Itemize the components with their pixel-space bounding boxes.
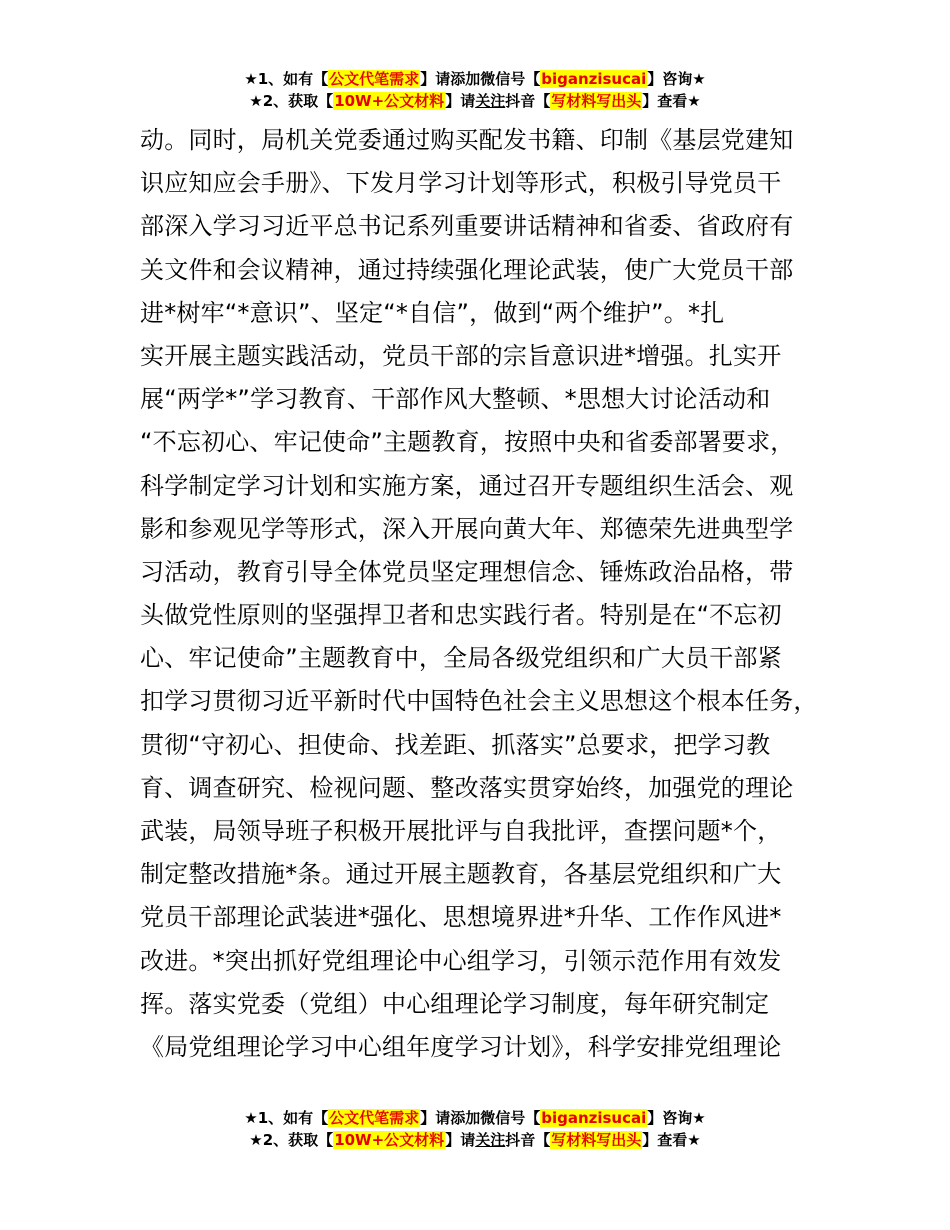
body-line: 实开展主题实践活动，党员干部的宗旨意识进*增强。扎实开 [140,341,782,370]
body-line: 心、牢记使命”主题教育中，全局各级党组织和广大员干部紧 [140,644,782,673]
header-line2-highlight-materials: 10W+公文材料 [334,92,445,110]
body-line: 影和参观见学等形式，深入开展向黄大年、郑德荣先进典型学 [140,514,794,543]
header-line2-suffix: 】查看★ [642,92,701,110]
body-line: 进*树牢“*意识”、坚定“*自信”，做到“两个维护”。*扎 [140,298,725,327]
body-line: 科学制定学习计划和实施方案，通过召开专题组织生活会、观 [140,471,794,500]
body-line: 展“两学*”学习教育、干部作风大整顿、*思想大讨论活动和 [140,385,771,414]
header-line2-highlight-account: 写材料写出头 [551,92,642,110]
body-line: 武装，局领导班子积极开展批评与自我批评，查摆问题*个， [140,817,782,845]
header-line1-middle: 】请添加微信号【 [420,70,541,88]
body-line: 《局党组理论学习中心组年度学习计划》，科学安排党组理论 [140,1032,782,1061]
header-banner [0,68,950,112]
header-banner-line-1 [0,68,950,90]
footer-line2-prefix: ★2、获取【 [249,1131,334,1149]
header-line2-follow-text: 关注 [475,92,506,110]
footer-line2-highlight-account: 写材料写出头 [551,1131,642,1149]
footer-line1-suffix: 】咨询★ [647,1109,706,1127]
header-line1-highlight-wechat-id: biganzisucai [541,70,647,88]
footer-line2-highlight-materials: 10W+公文材料 [334,1131,445,1149]
footer-line2-suffix: 】查看★ [642,1131,701,1149]
body-line: 制定整改措施*条。通过开展主题教育，各基层党组织和广大 [140,860,782,889]
body-line: 习活动，教育引导全体党员坚定理想信念、锤炼政治品格，带 [140,557,794,586]
body-line: 贯彻“守初心、担使命、找差距、抓落实”总要求，把学习教 [140,730,771,759]
header-line1-suffix: 】咨询★ [647,70,706,88]
footer-line1-prefix: ★1、如有【 [244,1109,329,1127]
header-line1-highlight-service: 公文代笔需求 [329,70,420,88]
footer-banner-line-2 [0,1129,950,1151]
footer-banner-line-1 [0,1107,950,1129]
footer-line1-highlight-wechat-id: biganzisucai [541,1109,647,1127]
body-line: 挥。落实党委（党组）中心组理论学习制度，每年研究制定 [140,989,770,1018]
header-banner-line-2 [0,90,950,112]
body-line: 部深入学习习近平总书记系列重要讲话精神和省委、省政府有 [140,212,794,241]
body-line: 党员干部理论武装进*强化、思想境界进*升华、工作作风进* [140,903,782,932]
header-line2-prefix: ★2、获取【 [249,92,334,110]
header-line1-prefix: ★1、如有【 [244,70,329,88]
body-line: 改进。*突出抓好党组理论中心组学习，引领示范作用有效发 [140,946,782,975]
footer-line2-middle-a: 】请 [445,1131,476,1149]
footer-banner [0,1107,950,1151]
body-line: “不忘初心、牢记使命”主题教育，按照中央和省委部署要求， [140,428,795,457]
body-line: 关文件和会议精神，通过持续强化理论武装，使广大党员干部 [140,255,794,284]
header-line2-middle-a: 】请 [445,92,476,110]
footer-line2-middle-b: 抖音【 [505,1131,551,1149]
footer-line2-follow-text: 关注 [475,1131,506,1149]
header-line2-middle-b: 抖音【 [505,92,551,110]
footer-line1-highlight-service: 公文代笔需求 [329,1109,420,1127]
footer-line1-middle: 】请添加微信号【 [420,1109,541,1127]
document-body [140,119,840,1069]
body-line: 头做党性原则的坚强捍卫者和忠实践行者。特别是在“不忘初 [140,601,782,630]
body-line: 扣学习贯彻习近平新时代中国特色社会主义思想这个根本任务， [140,687,818,716]
body-line: 识应知应会手册》、下发月学习计划等形式，积极引导党员干 [140,169,782,198]
body-line: 育、调查研究、检视问题、整改落实贯穿始终，加强党的理论 [140,773,794,802]
body-line: 动。同时，局机关党委通过购买配发书籍、印制《基层党建知 [140,126,794,154]
